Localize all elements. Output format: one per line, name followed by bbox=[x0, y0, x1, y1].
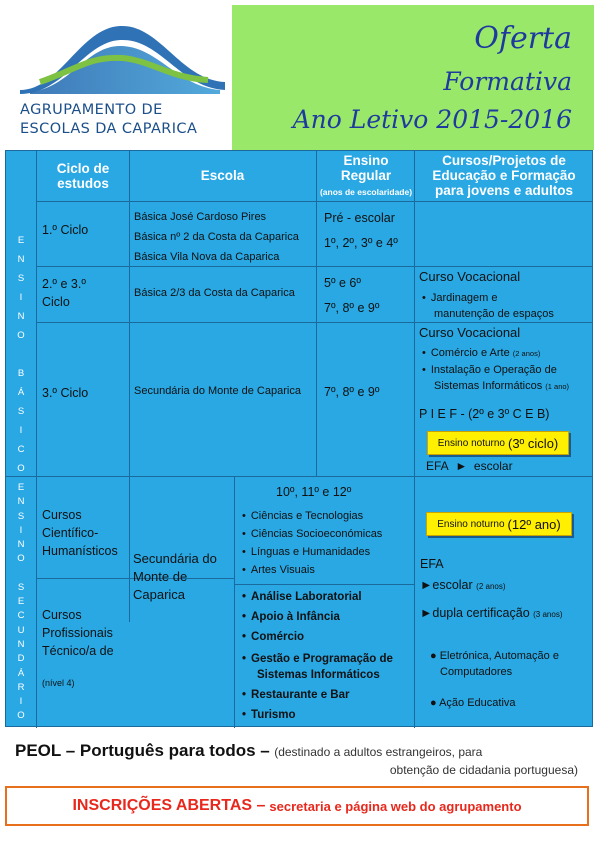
sec-ch-ciclo-3: Humanísticos bbox=[42, 544, 118, 558]
logo-line1: AGRUPAMENTO DE bbox=[20, 102, 163, 118]
logo-line2: ESCOLAS DA CAPARICA bbox=[20, 121, 198, 137]
r2-anos-1: 5º e 6º bbox=[324, 276, 361, 290]
peol-line-2: obtenção de cidadania portuguesa) bbox=[389, 763, 578, 777]
r2-ciclo-2: Ciclo bbox=[42, 295, 70, 309]
sec-efa: EFA bbox=[420, 557, 444, 571]
header-escola: Escola bbox=[200, 168, 245, 183]
r1-escola-1: Básica José Cardoso Pires bbox=[134, 211, 267, 223]
sec-pr-curso-5: • Restaurante e Bar bbox=[242, 687, 349, 703]
r3-item-2: • Instalação e Operação de bbox=[422, 362, 557, 378]
r1-escola-3: Básica Vila Nova da Caparica bbox=[134, 251, 280, 263]
r3-efa: EFA ► escolar bbox=[426, 459, 513, 473]
r1-ciclo: 1.º Ciclo bbox=[42, 223, 89, 237]
sec-pr-curso-4: • Gestão e Programação de bbox=[242, 651, 393, 667]
sec-ch-ciclo-1: Cursos bbox=[42, 508, 82, 522]
school-logo bbox=[0, 0, 232, 150]
r3-curso: Curso Vocacional bbox=[419, 325, 521, 340]
r3-anos: 7º, 8º e 9º bbox=[324, 385, 380, 399]
r2-item-1b: manutenção de espaços bbox=[434, 308, 554, 320]
sec-pr-curso-4b: Sistemas Informáticos bbox=[257, 669, 380, 681]
r3-ciclo: 3.º Ciclo bbox=[42, 386, 89, 400]
sec-pr-ciclo-2: Profissionais bbox=[42, 626, 113, 640]
title-line2: Formativa bbox=[443, 67, 572, 96]
sec-escola-2: Monte de bbox=[133, 569, 188, 584]
header-ensino-sub: (anos de escolaridade) bbox=[319, 187, 413, 197]
sec-pr-curso-2: • Apoio à Infância bbox=[242, 609, 340, 625]
inscricoes-banner bbox=[5, 786, 589, 826]
side-label-secundario: E N S I N O S E C U N D Á R I O bbox=[17, 482, 25, 722]
r2-anos-2: 7º, 8º e 9º bbox=[324, 301, 380, 315]
sec-escolar: ►escolar (2 anos) bbox=[420, 578, 506, 592]
sec-pr-ciclo-3: Técnico/a de bbox=[42, 644, 114, 658]
title-line1: Oferta bbox=[474, 21, 572, 56]
sec-item-1: ● Eletrónica, Automação e bbox=[430, 650, 559, 662]
r2-curso: Curso Vocacional bbox=[419, 269, 521, 284]
header-cursos: Cursos/Projetos de Educação e Formação para jovens e adultos bbox=[432, 153, 576, 198]
header-ciclo: Ciclo de estudos bbox=[56, 161, 110, 191]
sec-item-2: ● Ação Educativa bbox=[430, 697, 516, 709]
sec-pr-curso-6: • Turismo bbox=[242, 707, 296, 723]
sec-dupla: ►dupla certificação (3 anos) bbox=[420, 606, 563, 620]
inscricoes-title: INSCRIÇÕES ABERTAS – bbox=[72, 797, 266, 814]
r2-item-1: • Jardinagem e bbox=[422, 290, 498, 306]
r3-item-2b: Sistemas Informáticos (1 ano) bbox=[434, 380, 570, 392]
peol-line: PEOL – Português para todos – (destinado a adultos estrangeiros, para bbox=[15, 741, 483, 760]
sec-pr-curso-1: • Análise Laboratorial bbox=[242, 589, 362, 605]
sec-ch-ciclo-2: Científico- bbox=[42, 526, 99, 540]
sec-ch-curso-4: • Artes Visuais bbox=[242, 562, 315, 578]
logo-wave-icon bbox=[20, 20, 225, 95]
sec-item-1b: Computadores bbox=[440, 666, 513, 678]
sec-pr-ciclo-1: Cursos bbox=[42, 608, 82, 622]
sec-pr-curso-3: • Comércio bbox=[242, 629, 304, 645]
sec-escola-3: Caparica bbox=[133, 587, 186, 602]
r1-escola-2: Básica nº 2 da Costa da Caparica bbox=[134, 231, 299, 243]
r1-anos-2: 1º, 2º, 3º e 4º bbox=[324, 236, 398, 250]
sec-ch-curso-1: • Ciências e Tecnologias bbox=[242, 508, 363, 524]
r1-anos-1: Pré - escolar bbox=[324, 211, 395, 225]
sec-noturno-badge: Ensino noturno (12º ano) bbox=[426, 512, 572, 536]
offer-table bbox=[5, 150, 593, 727]
r3-pief: P I E F - (2º e 3º C E B) bbox=[419, 407, 550, 421]
sec-ch-curso-2: • Ciências Socioeconómicas bbox=[242, 526, 382, 542]
r3-item-1: • Comércio e Arte (2 anos) bbox=[422, 345, 540, 362]
r3-noturno-badge: Ensino noturno (3º ciclo) bbox=[427, 431, 569, 455]
title-panel bbox=[232, 5, 594, 150]
side-label-basico: E N S I N O B Á S I C O bbox=[17, 235, 25, 474]
title-line3: Ano Letivo 2015-2016 bbox=[292, 105, 572, 134]
sec-escola-1: Secundária do bbox=[133, 551, 217, 566]
inscricoes-detail: secretaria e página web do agrupamento bbox=[269, 798, 522, 814]
sec-ch-curso-3: • Línguas e Humanidades bbox=[242, 544, 370, 560]
sec-pr-nivel: (nível 4) bbox=[42, 678, 75, 688]
header-ensino: Ensino Regular bbox=[340, 153, 392, 183]
sec-anos: 10º, 11º e 12º bbox=[276, 485, 352, 499]
r2-escola: Básica 2/3 da Costa da Caparica bbox=[134, 287, 295, 299]
r2-ciclo-1: 2.º e 3.º bbox=[42, 277, 86, 291]
r3-escola: Secundária do Monte de Caparica bbox=[134, 385, 301, 397]
